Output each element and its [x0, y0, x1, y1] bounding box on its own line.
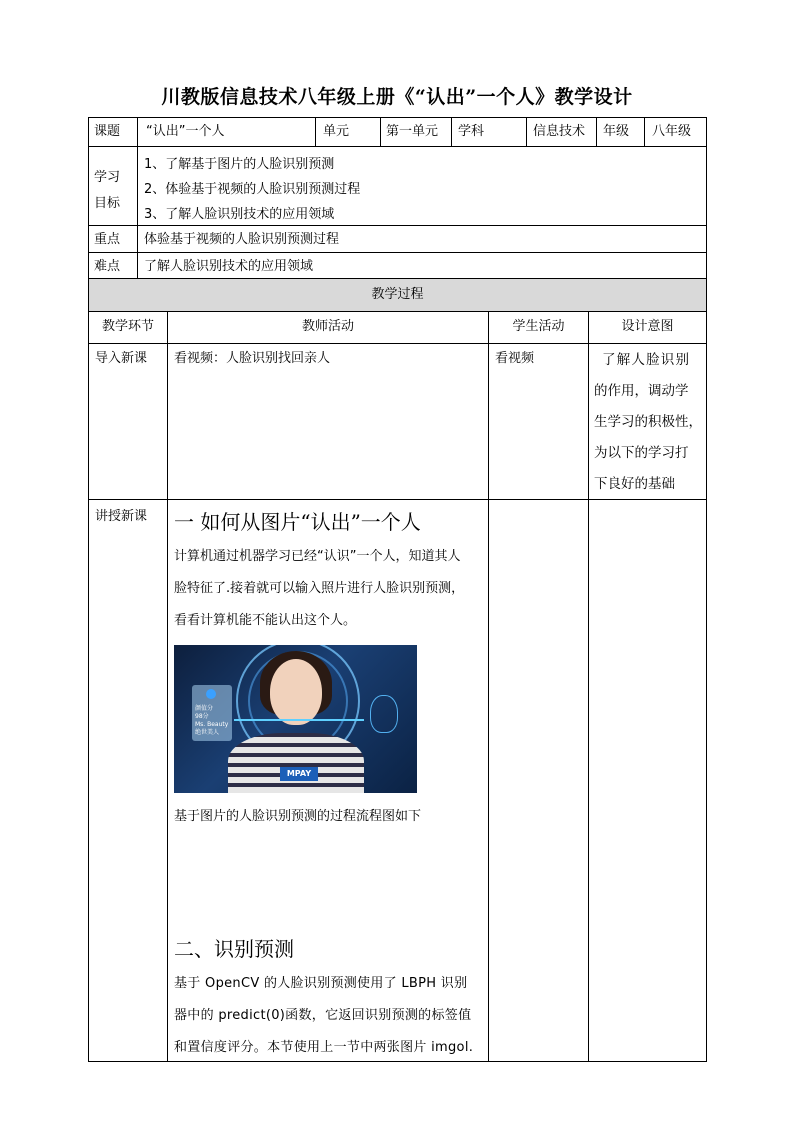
document-title: 川教版信息技术八年级上册《“认出”一个人》教学设计 — [161, 86, 633, 108]
panel-text: 98分 — [195, 713, 209, 720]
subject-value: 信息技术 — [533, 124, 586, 139]
intent-line: 下良好的基础 — [594, 476, 675, 492]
column-header: 教学环节 — [101, 319, 154, 334]
paragraph-line: 基于 OpenCV 的人脸识别预测使用了 LBPH 识别 — [174, 976, 468, 991]
intent-line: 为以下的学习打 — [594, 445, 689, 461]
table-border — [526, 117, 527, 146]
section-paragraph — [174, 541, 486, 637]
face-shape — [270, 659, 322, 725]
user-icon — [206, 689, 216, 699]
table-border — [644, 117, 645, 146]
objectives-list — [144, 152, 360, 227]
table-border — [88, 117, 707, 118]
photo-caption: 基于图片的人脸识别预测的过程流程图如下 — [174, 809, 422, 824]
intent-line: 的作用，调动学 — [594, 383, 689, 399]
paragraph-line: 和置信度评分。本节使用上一节中两张图片 imgol. — [174, 1040, 474, 1055]
grade-value: 八年级 — [652, 124, 692, 139]
objectives-label — [94, 165, 120, 217]
stage-cell: 导入新课 — [95, 351, 148, 366]
column-header: 学生活动 — [512, 319, 565, 334]
objective-item: 3、了解人脸识别技术的应用领域 — [144, 207, 335, 222]
section-heading: 一 如何从图片“认出”一个人 — [174, 510, 421, 534]
section-paragraph — [174, 968, 486, 1064]
face-mesh-icon — [370, 695, 398, 733]
column-header: 设计意图 — [621, 319, 674, 334]
paragraph-line: 器中的 predict(0)函数，它返回识别预测的标签值 — [174, 1008, 472, 1023]
intent-line: 了解人脸识别 — [602, 352, 691, 368]
difficulty-value: 了解人脸识别技术的应用领域 — [144, 259, 314, 274]
mpay-badge: MPAY — [280, 767, 318, 781]
paragraph-line: 计算机通过机器学习已经“认识”一个人，知道其人 — [174, 549, 461, 564]
stage-cell: 讲授新课 — [95, 509, 148, 524]
shirt-shape — [228, 733, 364, 793]
paragraph-line: 脸特征了.接着就可以输入照片进行人脸识别预测， — [174, 581, 465, 596]
table-border — [88, 311, 707, 312]
table-border — [706, 117, 707, 1062]
scan-line — [234, 719, 364, 721]
table-border — [596, 117, 597, 146]
key-point-label: 重点 — [94, 232, 121, 247]
table-border — [380, 117, 381, 146]
score-panel — [192, 685, 232, 741]
panel-text: 绝世美人 — [195, 729, 220, 736]
table-border — [167, 311, 168, 1062]
table-border — [451, 117, 452, 146]
section-heading: 二、识别预测 — [174, 937, 294, 961]
table-border — [315, 117, 316, 146]
topic-label: 课题 — [94, 124, 121, 139]
table-border — [88, 117, 89, 1062]
process-header: 教学过程 — [371, 287, 424, 302]
table-border — [488, 311, 489, 1062]
objectives-label-line: 学习 — [94, 170, 121, 185]
face-recognition-image — [174, 645, 417, 793]
objective-item: 2、体验基于视频的人脸识别预测过程 — [144, 182, 361, 197]
student-activity: 看视频 — [495, 351, 535, 366]
objectives-label-line: 目标 — [94, 196, 121, 211]
topic-value: “认出”一个人 — [146, 124, 225, 139]
column-header: 教师活动 — [301, 319, 354, 334]
table-border — [88, 343, 707, 344]
table-border — [137, 117, 138, 278]
difficulty-label: 难点 — [94, 259, 121, 274]
unit-value: 第一单元 — [386, 124, 439, 139]
grade-label: 年级 — [603, 124, 630, 139]
panel-text: Ms. Beauty — [195, 721, 229, 728]
objective-item: 1、了解基于图片的人脸识别预测 — [144, 157, 335, 172]
panel-text: 颜值分 — [195, 705, 214, 712]
unit-label: 单元 — [323, 124, 350, 139]
table-border — [588, 311, 589, 1062]
intent-line: 生学习的积极性， — [594, 414, 702, 430]
table-border — [88, 146, 707, 147]
key-point-value: 体验基于视频的人脸识别预测过程 — [144, 232, 340, 247]
table-border — [88, 252, 707, 253]
paragraph-line: 看看计算机能不能认出这个人。 — [174, 613, 357, 628]
design-intent — [594, 345, 704, 500]
subject-label: 学科 — [458, 124, 485, 139]
teacher-activity: 看视频：人脸识别找回亲人 — [174, 351, 331, 366]
